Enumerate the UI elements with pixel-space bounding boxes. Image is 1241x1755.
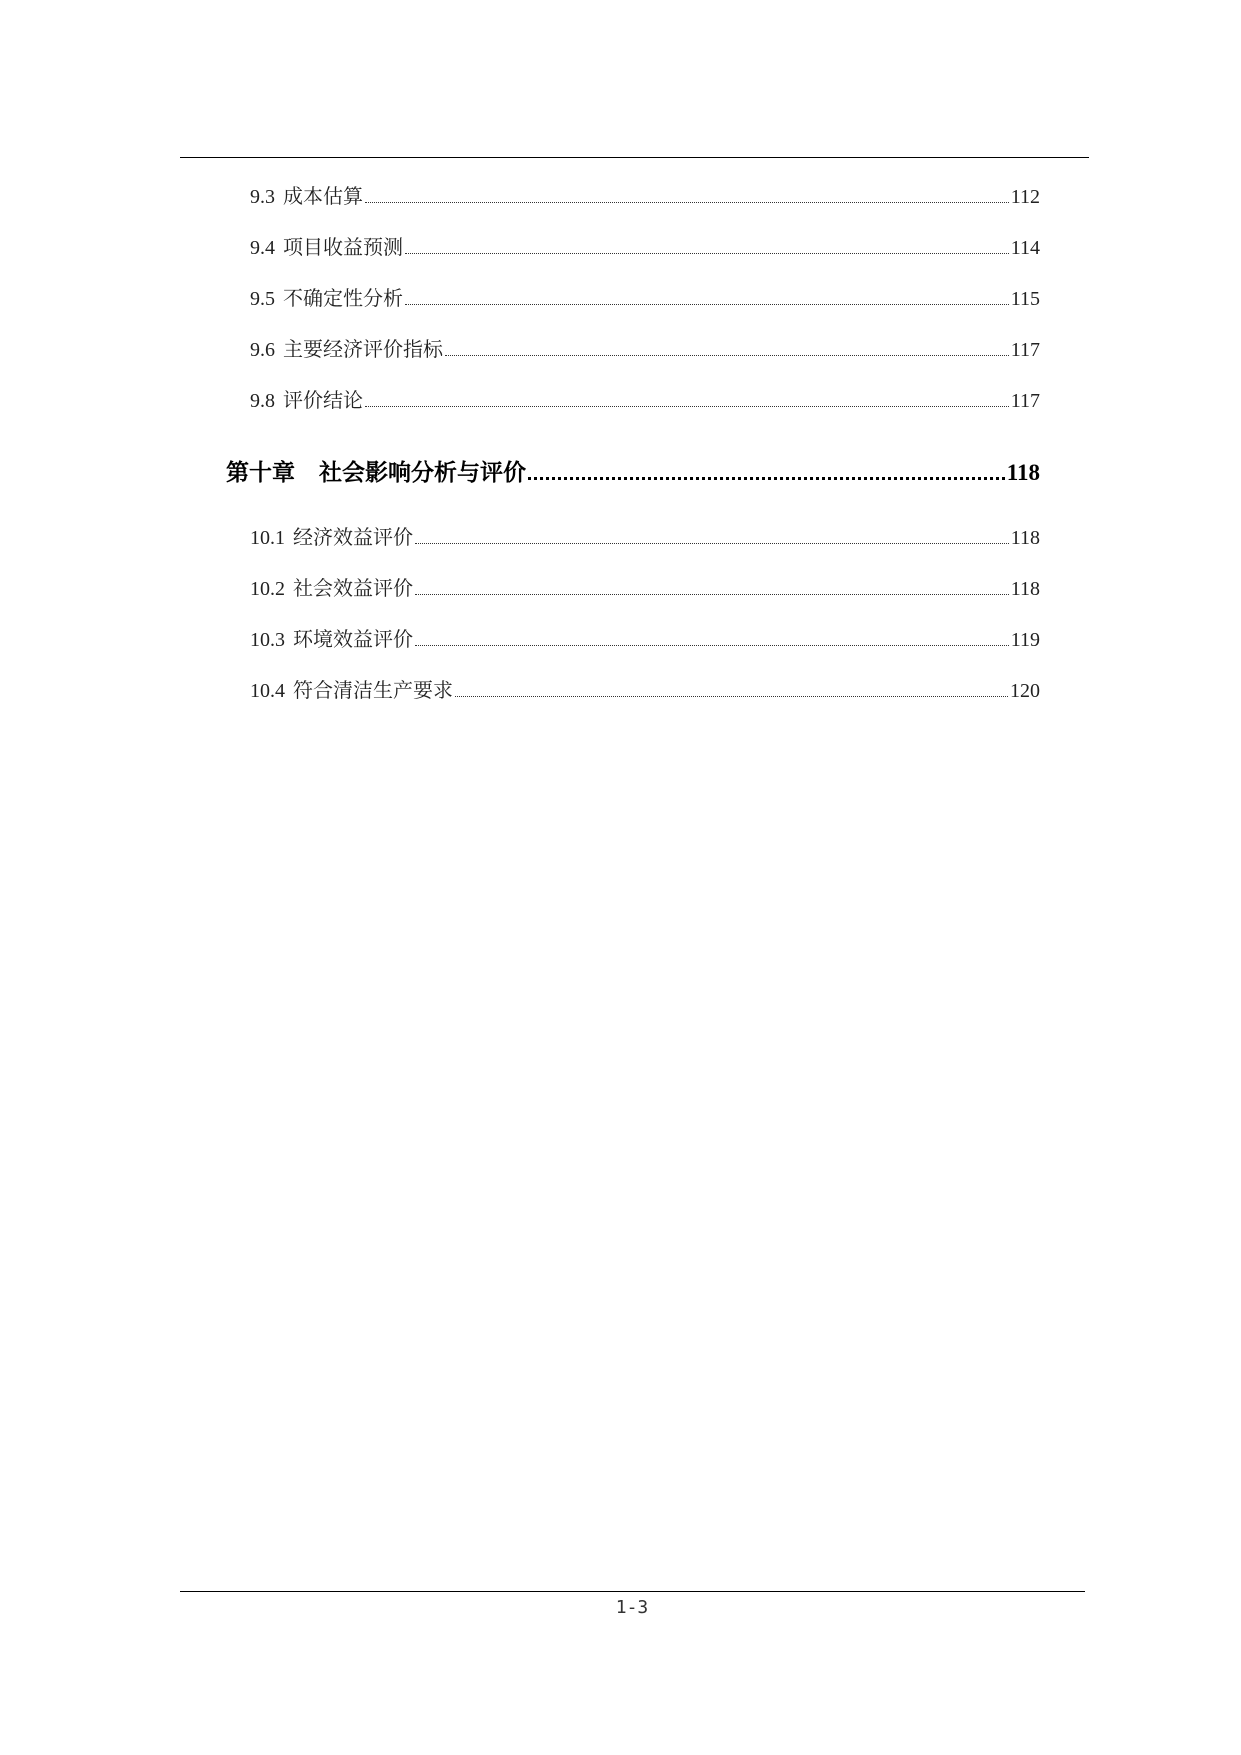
toc-chapter-title: 社会影响分析与评价 — [319, 460, 526, 485]
toc-entry-title: 社会效益评价 — [293, 578, 413, 600]
toc-entry-title: 经济效益评价 — [293, 527, 413, 549]
toc-entry-number: 9.4 — [250, 237, 275, 259]
toc-entry-number: 10.4 — [250, 680, 285, 702]
toc-dot-leader — [365, 406, 1009, 407]
toc-entry-10-3[interactable] — [250, 623, 1040, 652]
toc-entry-number: 10.2 — [250, 578, 285, 600]
toc-chapter-10[interactable] — [226, 454, 1040, 487]
toc-entry-title: 不确定性分析 — [283, 288, 403, 310]
toc-chapter-page: 118 — [1006, 460, 1040, 485]
toc-entry-page: 118 — [1010, 527, 1040, 549]
toc-entry-10-1[interactable] — [250, 521, 1040, 550]
toc-entry-title: 项目收益预测 — [283, 237, 403, 259]
toc-dot-leader — [415, 543, 1009, 544]
toc-entry-number: 10.1 — [250, 527, 285, 549]
toc-entry-9-8[interactable] — [250, 384, 1040, 413]
toc-entry-number: 9.6 — [250, 339, 275, 361]
toc-entry-10-2[interactable] — [250, 572, 1040, 601]
toc-entry-number: 9.5 — [250, 288, 275, 310]
toc-dot-leader — [455, 696, 1008, 697]
header-rule — [180, 157, 1089, 158]
toc-entry-9-4[interactable] — [250, 231, 1040, 260]
toc-entry-10-4[interactable] — [250, 674, 1040, 703]
footer-rule — [180, 1591, 1085, 1592]
toc-entry-9-3[interactable] — [250, 180, 1040, 209]
toc-dot-leader — [415, 594, 1009, 595]
toc-entry-title: 成本估算 — [283, 186, 363, 208]
toc-dot-leader — [405, 253, 1009, 254]
toc-dot-leader — [528, 477, 1005, 480]
toc-dot-leader — [365, 202, 1009, 203]
toc-dot-leader — [405, 304, 1009, 305]
toc-dot-leader — [415, 645, 1009, 646]
toc-entry-page: 112 — [1010, 186, 1040, 208]
toc-entry-number: 9.8 — [250, 390, 275, 412]
toc-dot-leader — [445, 355, 1009, 356]
toc-entry-page: 117 — [1010, 390, 1040, 412]
toc-entry-page: 119 — [1010, 629, 1040, 651]
toc-entry-page: 114 — [1010, 237, 1040, 259]
toc-entry-title: 评价结论 — [283, 390, 363, 412]
toc-entry-title: 环境效益评价 — [293, 629, 413, 651]
toc-entry-title: 主要经济评价指标 — [283, 339, 443, 361]
toc-chapter-number: 第十章 — [226, 460, 295, 485]
toc-entry-page: 115 — [1010, 288, 1040, 310]
toc-entry-9-5[interactable] — [250, 282, 1040, 311]
toc-entry-page: 117 — [1010, 339, 1040, 361]
toc-entry-number: 10.3 — [250, 629, 285, 651]
toc-entry-number: 9.3 — [250, 186, 275, 208]
toc-entry-9-6[interactable] — [250, 333, 1040, 362]
page-number: 1-3 — [615, 1597, 649, 1618]
toc-entry-page: 120 — [1010, 680, 1040, 702]
toc-entry-title: 符合清洁生产要求 — [293, 680, 453, 702]
toc-entry-page: 118 — [1010, 578, 1040, 600]
